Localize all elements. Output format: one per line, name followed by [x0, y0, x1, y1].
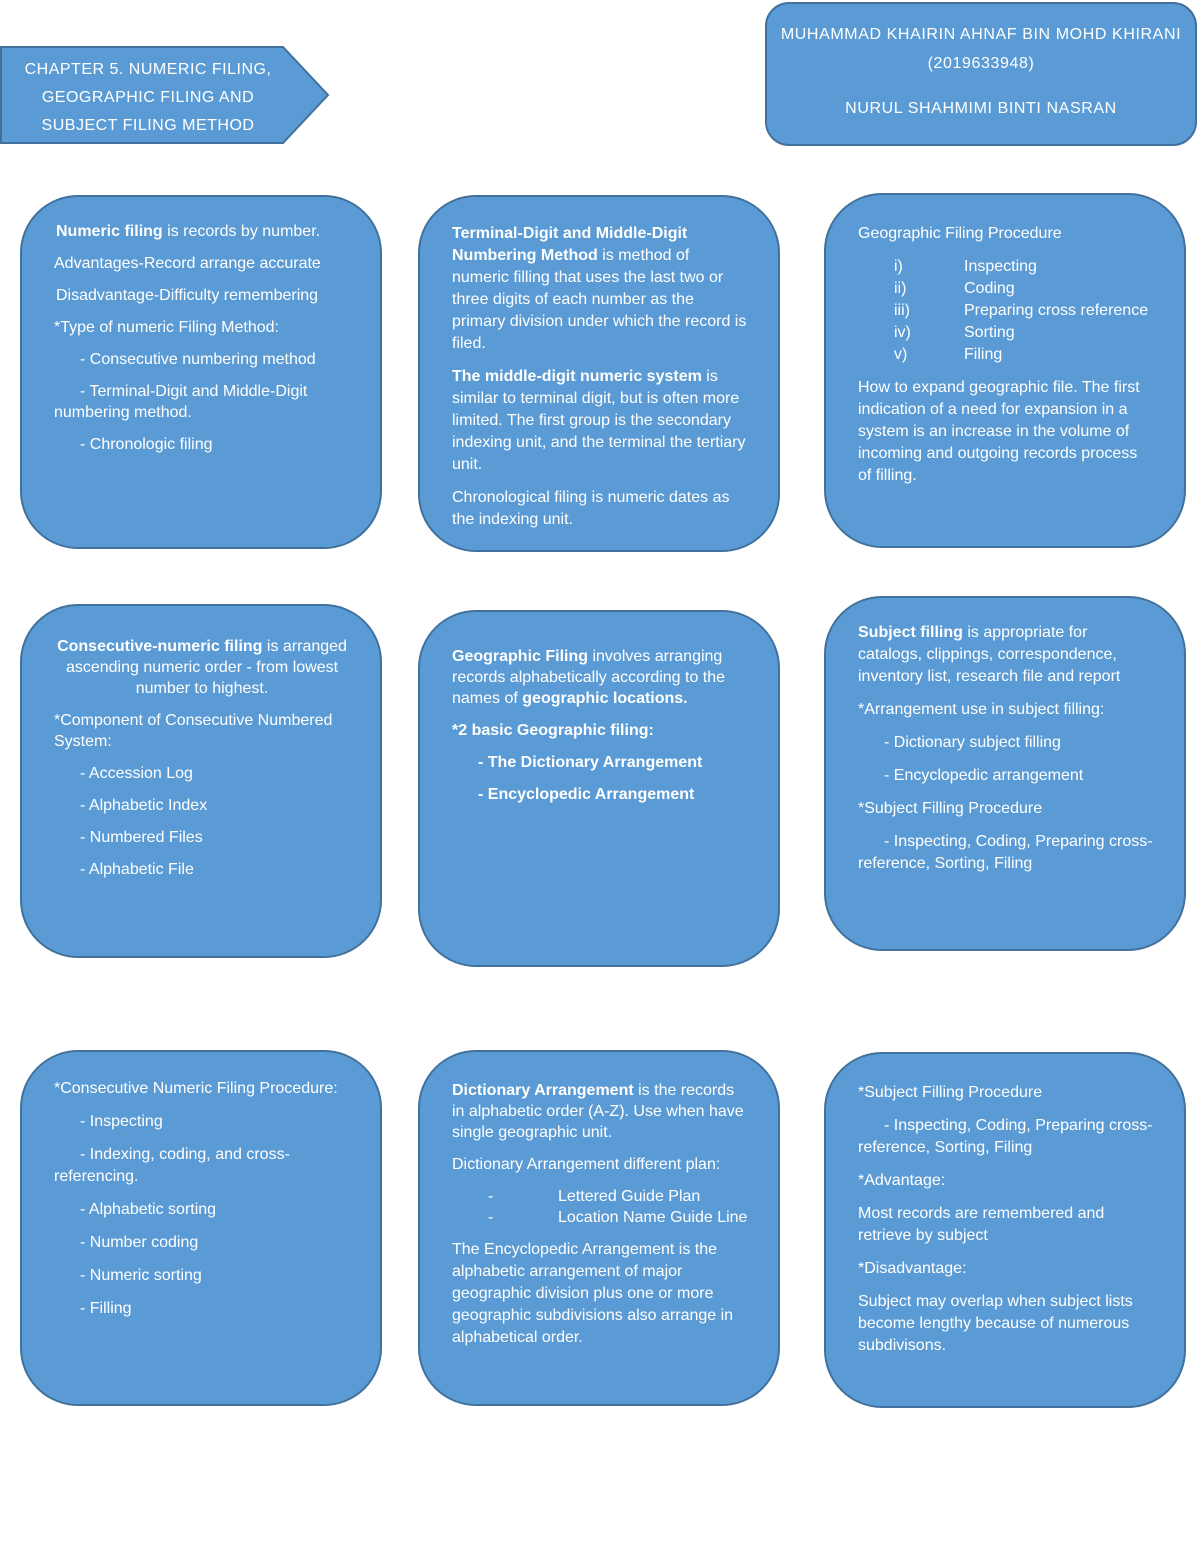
disadvantage-text: Subject may overlap when subject lists become lengthy because of numerous subdivisons. [858, 1293, 1133, 1354]
encyclopedic-definition: The Encyclopedic Arrangement is the alphabetic arrangement of major geographic division plus one or more geographic subdivisions also arrange in alphabetical order. [452, 1241, 734, 1346]
arrangement-item: - Dictionary subject filling [884, 734, 1061, 751]
plan-heading: Dictionary Arrangement different plan: [452, 1156, 721, 1173]
dictionary-definition [452, 1080, 748, 1143]
geographic-definition [452, 646, 748, 709]
subject-filling-card [824, 596, 1186, 951]
consecutive-procedure-card [20, 1050, 382, 1406]
procedure-step: - Numeric sorting [80, 1267, 202, 1284]
component-item: - Alphabetic File [80, 861, 194, 878]
component-item: - Alphabetic Index [80, 797, 208, 814]
term: The middle-digit numeric system [452, 368, 702, 385]
subject-definition [858, 622, 1154, 688]
numeric-filing-card [20, 195, 382, 549]
subject-advantages-card [824, 1052, 1186, 1408]
dictionary-arrangement-card [418, 1050, 780, 1406]
procedure-heading: *Consecutive Numeric Filing Procedure: [54, 1080, 338, 1097]
advantage-heading: *Advantage: [858, 1172, 946, 1189]
basic-item: - The Dictionary Arrangement [478, 754, 703, 771]
procedure-step: - Inspecting [80, 1113, 163, 1130]
definition: is appropriate for catalogs, clippings, correspondence, inventory list, research file and report [858, 624, 1121, 685]
basic-heading: *2 basic Geographic filing: [452, 722, 654, 739]
procedure-steps: - Inspecting, Coding, Preparing cross-reference, Sorting, Filing [858, 1117, 1153, 1156]
advantage-text: Most records are remembered and retrieve by subject [858, 1205, 1105, 1244]
plan-item: - Location Name Guide Line [488, 1209, 748, 1226]
basic-item: - Encyclopedic Arrangement [478, 786, 695, 803]
plan-item: - Lettered Guide Plan [488, 1188, 701, 1205]
procedure-step: - Alphabetic sorting [80, 1201, 217, 1218]
component-heading: *Component of Consecutive Numbered System: [54, 712, 333, 750]
procedure-heading: *Subject Filling Procedure [858, 1084, 1043, 1101]
definition: involves arranging records alphabetically according to the names of [452, 648, 726, 707]
author-2: NURUL SHAHMIMI BINTI NASRAN [845, 100, 1117, 117]
component-item: - Accession Log [80, 765, 193, 782]
term: Terminal-Digit and Middle-Digit Numbering Method [452, 225, 688, 264]
procedure-steps: - Inspecting, Coding, Preparing cross-reference, Sorting, Filing [858, 833, 1153, 872]
numeric-filing-definition [54, 221, 350, 242]
type-item: - Terminal-Digit and Middle-Digit numbering method. [54, 383, 308, 421]
definition: is method of numeric filling that uses the last two or three digits of each number as the primary division under which the record is filed. [452, 247, 747, 352]
term: Geographic Filing [452, 648, 589, 665]
definition-bold: geographic locations. [522, 690, 688, 707]
definition: is the records in alphabetic order (A-Z). Use when have single geographic unit. [452, 1082, 744, 1141]
definition: is similar to terminal digit, but is often more limited. The first group is the secondary indexing unit, and the terminal the tertiary unit. [452, 368, 746, 473]
expand-geographic-file: How to expand geographic file. The first indication of a need for expansion in a system is an increase in the volume of incoming and outgoing records process of filling. [858, 379, 1140, 484]
procedure-step: - Filling [80, 1300, 132, 1317]
geographic-procedure-card [824, 193, 1186, 548]
advantages: Advantages-Record arrange accurate [54, 255, 321, 272]
term: Dictionary Arrangement [452, 1082, 634, 1099]
definition: is records by number. [162, 223, 321, 240]
procedure-step: iii) Preparing cross reference [894, 302, 1149, 319]
middle-digit-definition [452, 366, 748, 476]
arrangement-item: - Encyclopedic arrangement [884, 767, 1084, 784]
author-1: MUHAMMAD KHAIRIN AHNAF BIN MOHD KHIRANI (2019633948) [780, 26, 1182, 72]
disadvantage-heading: *Disadvantage: [858, 1260, 967, 1277]
procedure-step: - Number coding [80, 1234, 199, 1251]
term: Consecutive-numeric filing [57, 638, 263, 655]
consecutive-numeric-card [20, 604, 382, 958]
authors-box [765, 2, 1197, 146]
consecutive-definition [54, 636, 350, 699]
procedure-step: i) Inspecting [894, 258, 1037, 275]
term: Numeric filing [56, 223, 163, 240]
procedure-step: v) Filing [894, 346, 1003, 363]
term: Subject filling [858, 624, 963, 641]
procedure-heading: *Subject Filling Procedure [858, 800, 1043, 817]
component-item: - Numbered Files [80, 829, 203, 846]
disadvantage: Disadvantage-Difficulty remembering [56, 287, 319, 304]
procedure-step: - Indexing, coding, and cross-referencing. [54, 1146, 290, 1185]
chapter-title-arrow [0, 46, 330, 144]
procedure-step: ii) Coding [894, 280, 1015, 297]
geographic-filing-card [418, 610, 780, 967]
arrangement-heading: *Arrangement use in subject filling: [858, 701, 1105, 718]
type-heading: *Type of numeric Filing Method: [54, 319, 279, 336]
terminal-digit-definition [452, 223, 748, 355]
type-item: - Consecutive numbering method [80, 351, 316, 368]
definition: is arranged ascending numeric order - from lowest number to highest. [65, 638, 347, 697]
terminal-digit-card [418, 195, 780, 552]
procedure-step: iv) Sorting [894, 324, 1015, 341]
type-item: - Chronologic filing [80, 436, 213, 453]
procedure-heading: Geographic Filing Procedure [858, 225, 1062, 242]
chapter-title: CHAPTER 5. NUMERIC FILING, GEOGRAPHIC FILING AND SUBJECT FILING METHOD [24, 61, 272, 134]
chronological-definition: Chronological filing is numeric dates as the indexing unit. [452, 489, 730, 528]
